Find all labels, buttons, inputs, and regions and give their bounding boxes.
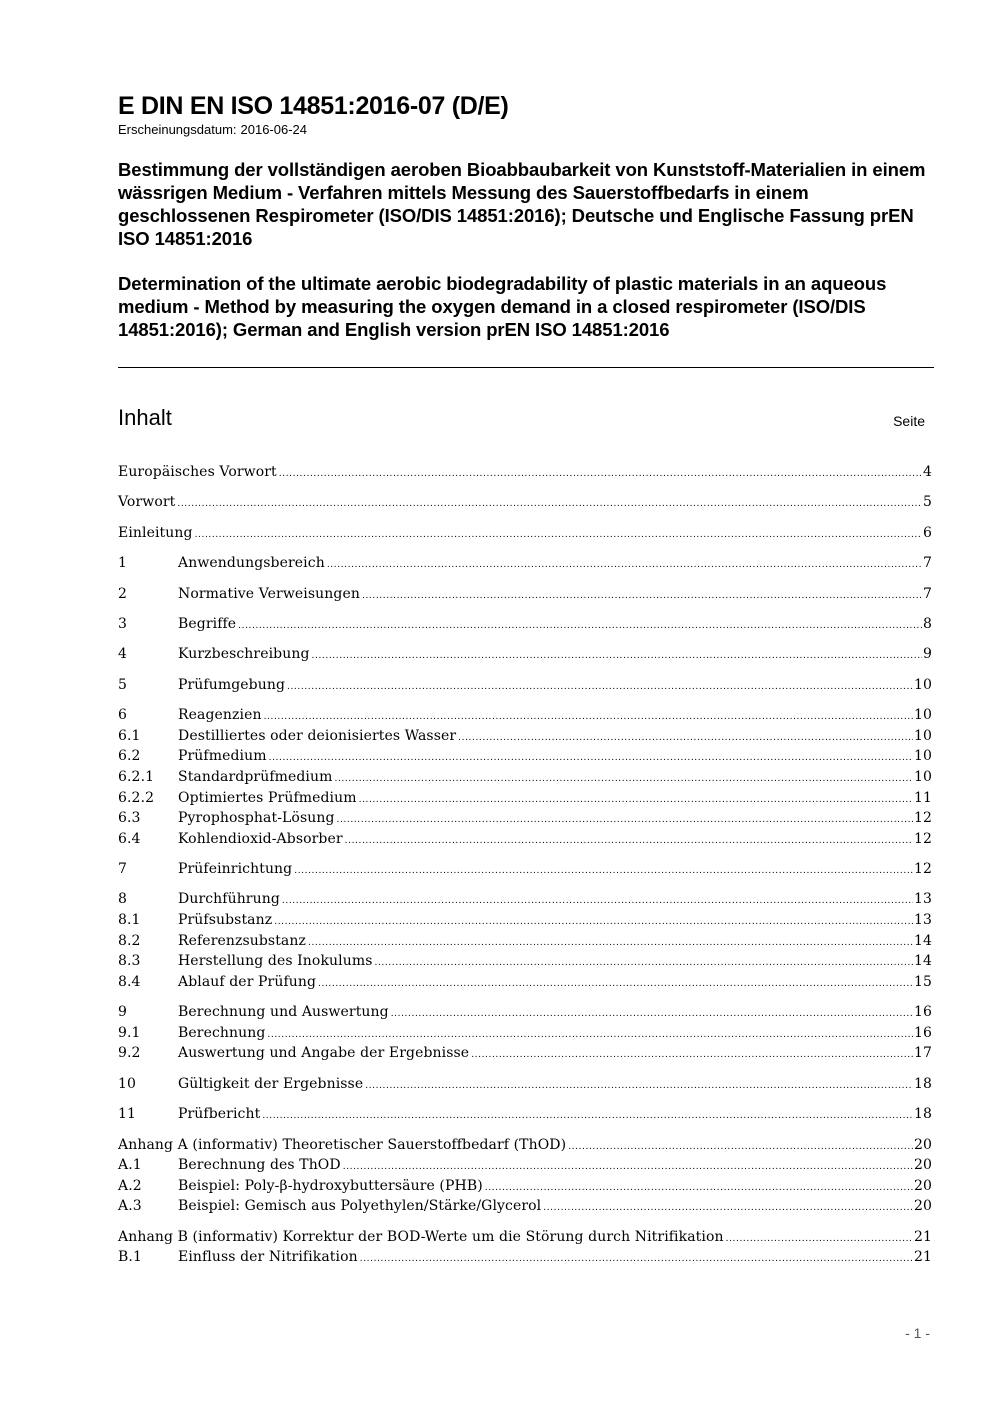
toc-entry-number: 8.1 (118, 912, 141, 929)
toc-entry-number: 10 (118, 1075, 137, 1092)
toc-entry-page: 20 (913, 1177, 932, 1194)
toc-entry-number: 2 (118, 585, 128, 602)
toc-entry-number: 8.4 (118, 973, 141, 990)
toc-entry-number: 8.2 (118, 932, 141, 949)
toc-dot-leader (568, 1137, 913, 1158)
toc-entry-number: 6.2 (118, 748, 141, 765)
toc-entry-page: 18 (913, 1106, 932, 1123)
toc-entry-title: Pyrophosphat-Lösung (178, 810, 335, 827)
toc-dot-leader (337, 810, 913, 831)
toc-entry[interactable] (118, 1043, 932, 1064)
toc-entry-number: A.3 (118, 1198, 142, 1215)
toc-entry-number: 8.3 (118, 953, 141, 970)
toc-entry-title: Prüfmedium (178, 748, 267, 765)
toc-entry-number: 1 (118, 555, 128, 572)
toc-entry[interactable] (118, 1074, 932, 1095)
toc-entry-page: 10 (913, 727, 932, 744)
toc-dot-leader (279, 464, 922, 485)
toc-entry-title: Anhang B (informativ) Korrektur der BOD-Werte um die Störung durch Nitrifikation (118, 1228, 724, 1245)
toc-entry-title: Anwendungsbereich (178, 555, 325, 572)
toc-entry-title: Kurzbeschreibung (178, 646, 310, 663)
table-of-contents (118, 462, 932, 1268)
toc-entry-number: 8 (118, 891, 128, 908)
title-english: Determination of the ultimate aerobic biodegradability of plastic materials in an aqueous medium - Method by measuring the oxygen demand in a closed respirometer (ISO/DIS 14851:2016); German and English version prEN ISO 14851:2016 (118, 273, 887, 340)
toc-entry-title: Prüfsubstanz (178, 912, 273, 929)
toc-entry-number: A.1 (118, 1157, 142, 1174)
toc-entry-number: 6.3 (118, 810, 141, 827)
toc-entry-number: 6.1 (118, 727, 141, 744)
toc-dot-leader (264, 707, 913, 728)
toc-entry-page: 10 (913, 707, 932, 724)
toc-dot-leader (318, 974, 913, 995)
toc-entry-title: Destilliertes oder deionisiertes Wasser (178, 727, 457, 744)
toc-entry-page: 9 (922, 646, 932, 663)
toc-entry-title: Berechnung des ThOD (178, 1157, 341, 1174)
toc-entry[interactable] (118, 726, 932, 747)
toc-entry[interactable] (118, 910, 932, 931)
toc-entry-page: 16 (913, 1004, 932, 1021)
toc-entry-page: 20 (913, 1136, 932, 1153)
toc-entry-page: 11 (913, 789, 932, 806)
toc-entry-title: Prüfeinrichtung (178, 861, 293, 878)
toc-entry-number: B.1 (118, 1249, 142, 1266)
toc-entry-title: Vorwort (118, 494, 176, 511)
toc-entry[interactable] (118, 1023, 932, 1044)
page-column-label: Seite (893, 413, 925, 429)
toc-entry[interactable] (118, 889, 932, 910)
toc-entry-title: Prüfumgebung (178, 676, 286, 693)
toc-entry-page: 12 (913, 810, 932, 827)
toc-entry-title: Herstellung des Inokulums (178, 953, 373, 970)
toc-entry-page: 21 (913, 1228, 932, 1245)
title-divider (118, 367, 934, 368)
toc-entry-title: Durchführung (178, 891, 280, 908)
toc-dot-leader (391, 1004, 913, 1025)
toc-entry-number: 6.2.1 (118, 768, 155, 785)
toc-dot-leader (294, 861, 913, 882)
toc-entry-title: Prüfbericht (178, 1106, 261, 1123)
toc-entry-page: 20 (913, 1157, 932, 1174)
document-number: E DIN EN ISO 14851:2016-07 (D/E) (118, 92, 509, 120)
toc-dot-leader (287, 677, 913, 698)
toc-dot-leader (308, 933, 913, 954)
toc-entry-page: 6 (922, 524, 932, 541)
toc-entry[interactable] (118, 523, 932, 544)
toc-dot-leader (375, 953, 913, 974)
toc-entry-title: Referenzsubstanz (178, 932, 306, 949)
toc-entry-number: 6.4 (118, 830, 141, 847)
toc-entry-page: 7 (922, 555, 932, 572)
toc-dot-leader (360, 1249, 913, 1270)
toc-entry-page: 14 (913, 953, 932, 970)
toc-entry-page: 21 (913, 1249, 932, 1266)
toc-dot-leader (543, 1198, 913, 1219)
toc-entry-page: 12 (913, 861, 932, 878)
toc-entry-title: Normative Verweisungen (178, 585, 360, 602)
toc-dot-leader (274, 912, 913, 933)
toc-dot-leader (345, 831, 913, 852)
toc-entry-page: 13 (913, 912, 932, 929)
toc-entry-title: Europäisches Vorwort (118, 464, 277, 480)
toc-entry-page: 17 (913, 1045, 932, 1062)
toc-entry[interactable] (118, 492, 932, 513)
toc-entry-number: 4 (118, 646, 128, 663)
toc-dot-leader (267, 1025, 913, 1046)
toc-dot-leader (177, 494, 922, 515)
toc-entry-title: Einleitung (118, 524, 193, 541)
toc-entry[interactable] (118, 1155, 932, 1176)
toc-entry-page: 16 (913, 1024, 932, 1041)
toc-entry-page: 13 (913, 891, 932, 908)
toc-entry[interactable] (118, 1227, 932, 1248)
toc-entry-page: 8 (922, 615, 932, 632)
toc-entry-page: 10 (913, 676, 932, 693)
toc-dot-leader (359, 790, 913, 811)
toc-entry-title: Berechnung (178, 1024, 266, 1041)
toc-entry-number: 6 (118, 707, 128, 724)
toc-dot-leader (471, 1045, 913, 1066)
toc-entry[interactable] (118, 614, 932, 635)
toc-dot-leader (458, 728, 913, 749)
contents-heading: Inhalt (118, 405, 172, 430)
toc-dot-leader (335, 769, 913, 790)
toc-entry-title: Ablauf der Prüfung (178, 973, 317, 990)
toc-entry-number: 9.1 (118, 1024, 141, 1041)
toc-entry-number: 11 (118, 1106, 137, 1123)
toc-entry[interactable] (118, 1104, 932, 1125)
toc-entry[interactable] (118, 553, 932, 574)
toc-entry[interactable] (118, 1196, 932, 1217)
toc-entry-title: Anhang A (informativ) Theoretischer Sauerstoffbedarf (ThOD) (118, 1136, 567, 1153)
toc-entry[interactable] (118, 767, 932, 788)
toc-dot-leader (365, 1076, 913, 1097)
toc-entry-number: 9 (118, 1004, 128, 1021)
toc-entry-number: 3 (118, 615, 128, 632)
toc-entry[interactable] (118, 584, 932, 605)
footer-page-number: - 1 - (905, 1325, 930, 1341)
toc-entry-number: A.2 (118, 1177, 142, 1194)
toc-entry[interactable] (118, 746, 932, 767)
toc-dot-leader (195, 525, 922, 546)
toc-entry-title: Kohlendioxid-Absorber (178, 830, 343, 847)
toc-entry[interactable] (118, 972, 932, 993)
toc-entry-title: Einfluss der Nitrifikation (178, 1249, 358, 1266)
toc-entry[interactable] (118, 644, 932, 665)
toc-entry[interactable] (118, 829, 932, 850)
toc-entry[interactable] (118, 462, 932, 483)
toc-entry[interactable] (118, 931, 932, 952)
toc-entry[interactable] (118, 1247, 932, 1268)
toc-entry-title: Gültigkeit der Ergebnisse (178, 1075, 364, 1092)
toc-entry-title: Standardprüfmedium (178, 768, 333, 785)
toc-entry-page: 4 (922, 464, 932, 480)
toc-dot-leader (485, 1178, 913, 1199)
toc-entry-number: 6.2.2 (118, 789, 155, 806)
toc-entry-number: 9.2 (118, 1045, 141, 1062)
toc-entry-number: 7 (118, 861, 128, 878)
toc-entry-page: 12 (913, 830, 932, 847)
toc-dot-leader (362, 586, 922, 607)
toc-entry-page: 18 (913, 1075, 932, 1092)
toc-dot-leader (238, 616, 922, 637)
toc-dot-leader (312, 646, 922, 667)
publication-date-value: 2016-06-24 (240, 122, 308, 137)
toc-entry[interactable] (118, 808, 932, 829)
toc-entry-title: Beispiel: Poly-β-hydroxybuttersäure (PHB) (178, 1177, 483, 1194)
title-german: Bestimmung der vollständigen aeroben Bioabbaubarkeit von Kunststoff-Materialien in einem wässrigen Medium - Verfahren mittels Messung des Sauerstoffbedarfs in einem geschlossenen Respirometer (ISO/DIS 14851:2016); Deutsche und Englische Fassung prEN ISO 14851:2016 (118, 159, 926, 249)
toc-entry-title: Reagenzien (178, 707, 262, 724)
toc-dot-leader (269, 748, 913, 769)
toc-entry-title: Auswertung und Angabe der Ergebnisse (178, 1045, 470, 1062)
toc-entry-title: Begriffe (178, 615, 237, 632)
toc-entry[interactable] (118, 705, 932, 726)
toc-entry-page: 5 (922, 494, 932, 511)
toc-entry-page: 10 (913, 748, 932, 765)
toc-dot-leader (262, 1106, 913, 1127)
toc-entry-title: Beispiel: Gemisch aus Polyethylen/Stärke/Glycerol (178, 1198, 542, 1215)
toc-dot-leader (327, 555, 922, 576)
toc-entry[interactable] (118, 1002, 932, 1023)
toc-entry-page: 10 (913, 768, 932, 785)
toc-entry[interactable] (118, 859, 932, 880)
toc-entry-number: 5 (118, 676, 128, 693)
publication-date-label: Erscheinungsdatum: (118, 122, 237, 137)
toc-entry[interactable] (118, 951, 932, 972)
toc-dot-leader (726, 1229, 913, 1250)
toc-entry-page: 7 (922, 585, 932, 602)
publication-date (118, 122, 307, 137)
toc-entry[interactable] (118, 788, 932, 809)
toc-entry[interactable] (118, 675, 932, 696)
toc-entry-page: 14 (913, 932, 932, 949)
toc-entry-title: Optimiertes Prüfmedium (178, 789, 357, 806)
toc-entry[interactable] (118, 1176, 932, 1197)
toc-dot-leader (343, 1157, 913, 1178)
toc-entry-page: 20 (913, 1198, 932, 1215)
toc-dot-leader (282, 891, 913, 912)
toc-entry-title: Berechnung und Auswertung (178, 1004, 389, 1021)
toc-entry-page: 15 (913, 973, 932, 990)
toc-entry[interactable] (118, 1135, 932, 1156)
